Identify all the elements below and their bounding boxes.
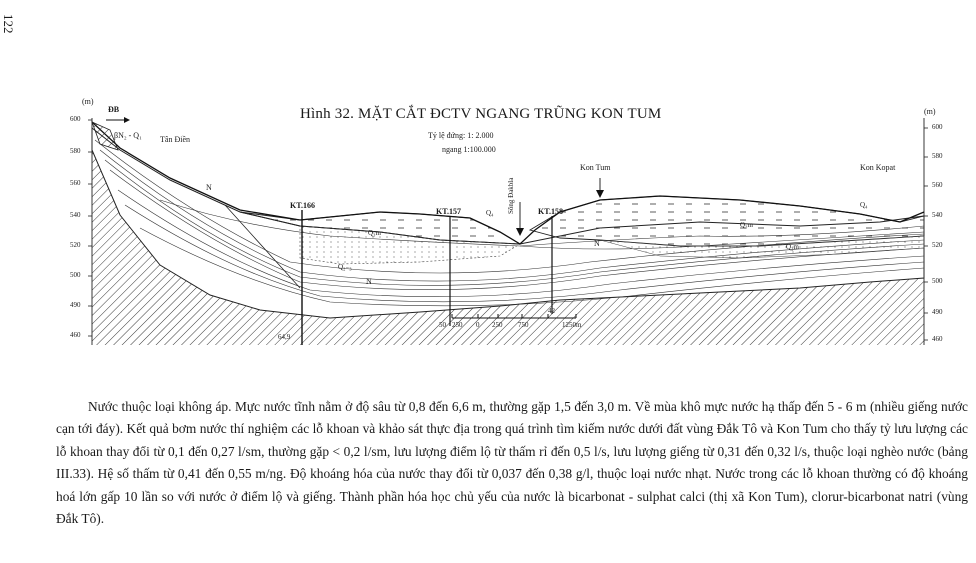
axis-right-520: 520 [932,241,943,249]
scale-tick-250: 250 [492,321,503,329]
kon-kopat-label: Kon Kopat [860,163,896,172]
axis-left-460: 460 [70,331,81,339]
figure-title: Hình 32. MẶT CẮT ĐCTV NGANG TRŨNG KON TUM [300,106,662,122]
n-label-lower: N [366,277,372,286]
axis-right-460: 460 [932,335,943,343]
scale-tick-750: 750 [518,321,529,329]
axis-right-500: 500 [932,277,943,285]
borehole-kt166-depth: 64,9 [278,333,291,341]
axis-left-600: 600 [70,115,81,123]
scale-tick-250-left: 250 [452,321,463,329]
axis-right-600: 600 [932,123,943,131]
q4-label-right: Q₄ [860,201,868,209]
borehole-kt157-name: KT.157 [436,207,461,216]
axis-left-540: 540 [70,211,81,219]
unit-left: (m) [82,97,94,106]
n-label-mid: N [594,239,600,248]
axis-left-560: 560 [70,179,81,187]
axis-right-540: 540 [932,211,943,219]
axis-right-560: 560 [932,181,943,189]
body-paragraph: Nước thuộc loại không áp. Mực nước tĩnh nằm ở độ sâu từ 0,8 đến 6,6 m, thường gặp 1,5 đến 3,0 m. Về mùa khô mực nước hạ thấp đến 5 - 6 m (nhiều giếng nước cạn tới đáy). Kết quả bơm nước thí nghiệm các lỗ khoan và khảo sát thực địa trong quá trình tìm kiếm nước dưới đất vùng Đắk Tô và Kon Tum cho thấy tỷ lưu lượng các lỗ khoan thay đổi từ 0,1 đến 0,27 l/sm, thường gặp < 0,2 l/sm, lưu lượng điểm lộ từ thấm rỉ đến 0,5 l/s, lưu lượng giếng từ 0,31 đến 0,32 l/s, thuộc loại nghèo nước (bảng III.33). Hệ số thấm từ 0,41 đến 0,55 m/ng. Độ khoáng hóa của nước thay đổi từ 0,037 đến 0,38 g/l, thuộc loại nước nhạt. Nước trong các lỗ khoan thường có độ khoáng hoá lớn gấp 10 lần so với nước ở điểm lộ và giếng. Thành phần hóa học chủ yếu của nước là bicarbonat - sulphat calci (thị xã Kon Tum), clorur-bicarbonat natri (vùng Đắk Tô). [56,399,968,527]
scale-tick-0: 0 [476,321,480,329]
axis-left-500: 500 [70,271,81,279]
q3m-label-left: Q₃m [368,229,381,237]
river-label: Sông Đakbla [507,177,515,214]
tan-dien-label: Tân Điền [160,135,190,144]
basalt-label: βN₂ - Q₁ [114,131,142,140]
borehole-kt166-name: KT.166 [290,201,315,210]
direction-label: ĐB [108,105,120,114]
vertical-scale: Tỷ lệ đứng: 1: 2.000 [428,131,494,140]
q2m-label-far: Q₂m [786,243,799,251]
axis-right-580: 580 [932,152,943,160]
axis-left-580: 580 [70,147,81,155]
borehole-kt158-depth: 42 [548,307,555,315]
kon-tum-label: Kon Tum [580,163,611,172]
axis-left-490: 490 [70,301,81,309]
axis-right-490: 490 [932,308,943,316]
direction-arrow-head [124,117,130,123]
n-label-upper: N [206,183,212,192]
q4-label-river: Q₄ [486,209,494,217]
kon-tum-arrow [596,190,604,198]
horizontal-scale: ngang 1:100.000 [442,145,496,154]
unit-right: (m) [924,107,936,116]
borehole-kt158-name: KT.158 [538,207,563,216]
q3m-label-right: Q₃m [740,221,753,229]
river-arrow-head [516,228,524,236]
q23-label-center: Q₂₋₃ [338,263,352,271]
page-number: 122 [1,14,16,34]
scale-tick-1250m: 1250m [562,321,582,329]
axis-left-520: 520 [70,241,81,249]
borehole-kt157-depth: 50 [439,321,446,329]
